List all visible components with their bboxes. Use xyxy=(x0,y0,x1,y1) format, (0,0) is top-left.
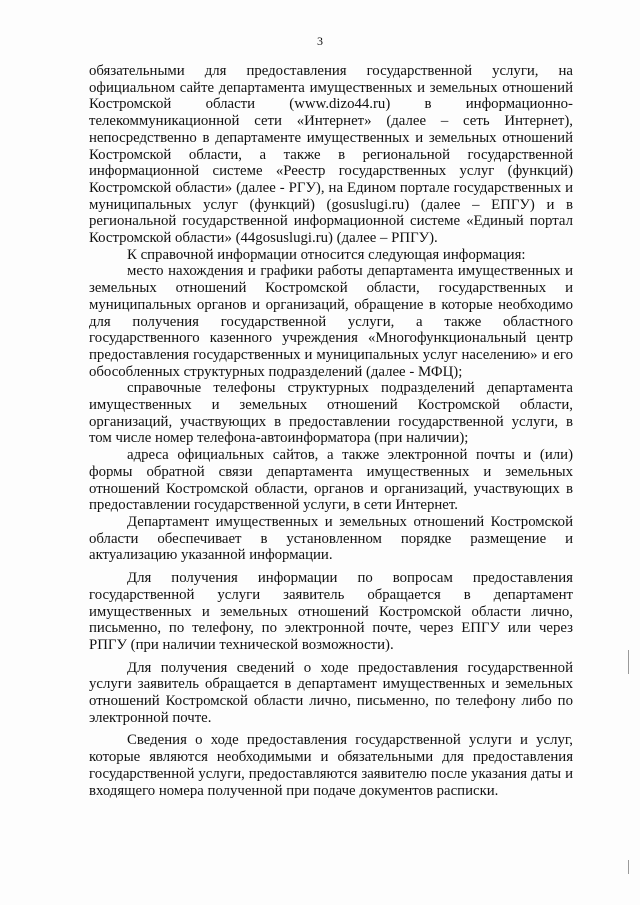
paragraph-progress-details: Сведения о ходе предоставления государственной услуги и услуг, которые являются необходимыми и обязательными для предоставления государственной услуги, предоставляются заявителю после указания даты и входящего номера полученной при подаче документов расписки. xyxy=(89,732,573,799)
paragraph-progress-request: Для получения сведений о ходе предоставления государственной услуги заявитель обращается в департамент имущественных и земельных отношений Костромской области лично, письменно, по телефону либо по электронной почте. xyxy=(89,659,573,726)
page-number: 3 xyxy=(317,34,323,48)
scan-edge-mark xyxy=(628,860,629,874)
document-body xyxy=(89,63,573,799)
paragraph-websites: адреса официальных сайтов, а также электронной почты и (или) формы обратной связи департамента имущественных и земельных отношений Костромской области, органов и организаций, участвующих в предоставлении государственной услуги, в сети Интернет. xyxy=(89,447,573,514)
paragraph-department-duty: Департамент имущественных и земельных отношений Костромской области обеспечивает в установленном порядке размещение и актуализацию указанной информации. xyxy=(89,513,573,564)
paragraph-locations: место нахождения и графики работы департамента имущественных и земельных отношений Костромской области, государственных и муниципальных органов и организаций, обращение в которые необходимо для получения государственной услуги, а также областного государственного казенного учреждения «Многофункциональный центр предоставления государственных и муниципальных услуг населению» и его обособленных структурных подразделений (далее - МФЦ); xyxy=(89,263,573,380)
paragraph-how-to-get-info: Для получения информации по вопросам предоставления государственной услуги заявитель обращается в департамент имущественных и земельных отношений Костромской области лично, письменно, по телефону, по электронной почте, через ЕПГУ или через РПГУ (при наличии технической возможности). xyxy=(89,570,573,653)
paragraph-phones: справочные телефоны структурных подразделений департамента имущественных и земельных отношений Костромской области, организаций, участвующих в предоставлении государственной услуги, в том числе номер телефона-автоинформатора (при наличии); xyxy=(89,380,573,447)
paragraph-reference-intro: К справочной информации относится следующая информация: xyxy=(127,246,526,263)
paragraph-sources: обязательными для предоставления государственной услуги, на официальном сайте департамента имущественных и земельных отношений Костромской области (www.dizo44.ru) в информационно-телекоммуникационной сети «Интернет» (далее – сеть Интернет), непосредственно в департаменте имущественных и земельных отношений Костромской области, а также в региональной государственной информационной системе «Реестр государственных услуг (функций) Костромской области» (далее - РГУ), на Едином портале государственных и муниципальных услуг (функций) (gosuslugi.ru) (далее – ЕПГУ) и в региональной государственной информационной системе «Единый портал Костромской области» (44gosuslugi.ru) (далее – РПГУ). xyxy=(89,63,573,247)
scan-edge-mark xyxy=(628,650,629,674)
